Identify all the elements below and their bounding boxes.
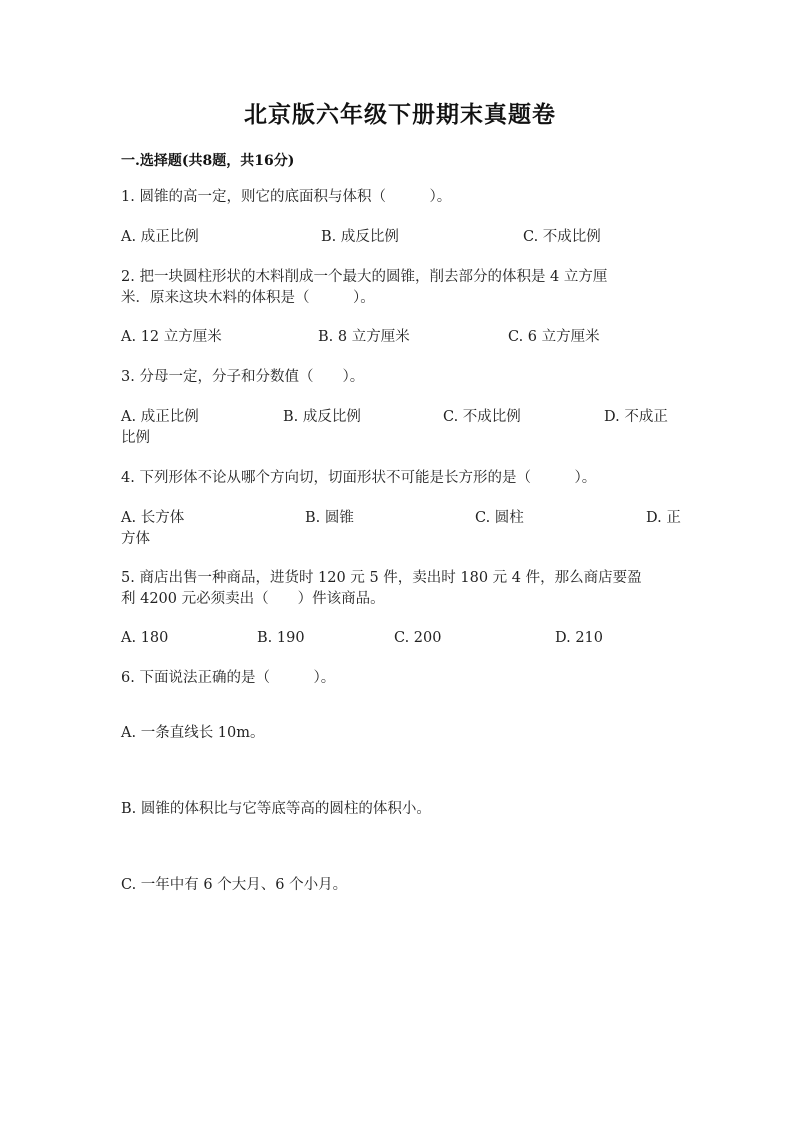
question-3-options xyxy=(121,407,681,449)
option-a[interactable]: A. 一条直线长 10m。 xyxy=(121,725,265,741)
option-a[interactable]: A. 长方体 xyxy=(121,510,185,526)
page-title: 北京版六年级下册期末真题卷 xyxy=(244,101,556,128)
question-2-line-1: 2. 把一块圆柱形状的木料削成一个最大的圆锥，削去部分的体积是 4 立方厘 xyxy=(121,269,608,285)
option-c[interactable]: C. 6 立方厘米 xyxy=(508,329,600,345)
option-a[interactable]: A. 成正比例 xyxy=(121,229,199,245)
option-c[interactable]: C. 不成比例 xyxy=(443,409,521,425)
option-b[interactable]: B. 8 立方厘米 xyxy=(318,329,410,345)
option-c[interactable]: C. 一年中有 6 个大月、6 个小月。 xyxy=(121,877,348,893)
question-4-options xyxy=(121,508,681,550)
option-b[interactable]: B. 成反比例 xyxy=(321,229,399,245)
option-a[interactable]: A. 成正比例 xyxy=(121,409,199,425)
option-b[interactable]: B. 成反比例 xyxy=(283,409,361,425)
option-c[interactable]: C. 不成比例 xyxy=(523,229,601,245)
option-c[interactable]: C. 圆柱 xyxy=(475,510,524,526)
question-6 xyxy=(121,668,681,689)
option-d-wrap: 比例 xyxy=(121,430,150,446)
question-3 xyxy=(121,367,681,388)
option-a[interactable]: A. 12 立方厘米 xyxy=(121,329,222,345)
option-b[interactable]: B. 圆锥的体积比与它等底等高的圆柱的体积小。 xyxy=(121,801,431,817)
question-5 xyxy=(121,568,681,610)
question-1-options xyxy=(121,227,681,269)
question-5-options xyxy=(121,628,681,670)
question-3-text: 3. 分母一定，分子和分数值（ ）。 xyxy=(121,369,365,385)
option-a[interactable]: A. 180 xyxy=(121,630,169,646)
section-heading: 一.选择题(共8题，共16分) xyxy=(121,153,295,169)
option-b[interactable]: B. 190 xyxy=(257,630,305,646)
question-5-line-1: 5. 商店出售一种商品，进货时 120 元 5 件，卖出时 180 元 4 件，那么商店要盈 xyxy=(121,570,642,586)
question-2-line-2: 米．原来这块木料的体积是（ ）。 xyxy=(121,290,375,306)
question-1 xyxy=(121,187,681,208)
question-1-text: 1. 圆锥的高一定，则它的底面积与体积（ ）。 xyxy=(121,189,452,205)
option-d[interactable]: D. 不成正 xyxy=(604,409,668,425)
option-d[interactable]: D. 正 xyxy=(646,510,681,526)
question-2-options xyxy=(121,327,681,369)
question-2 xyxy=(121,267,681,309)
option-c[interactable]: C. 200 xyxy=(394,630,442,646)
question-6-text: 6. 下面说法正确的是（ ）。 xyxy=(121,670,336,686)
option-d[interactable]: D. 210 xyxy=(555,630,604,646)
question-4-text: 4. 下列形体不论从哪个方向切，切面形状不可能是长方形的是（ ）。 xyxy=(121,470,597,486)
option-b[interactable]: B. 圆锥 xyxy=(305,510,354,526)
question-5-line-2: 利 4200 元必须卖出（ ）件该商品。 xyxy=(121,591,385,607)
question-4 xyxy=(121,468,681,489)
option-d-wrap: 方体 xyxy=(121,531,150,547)
